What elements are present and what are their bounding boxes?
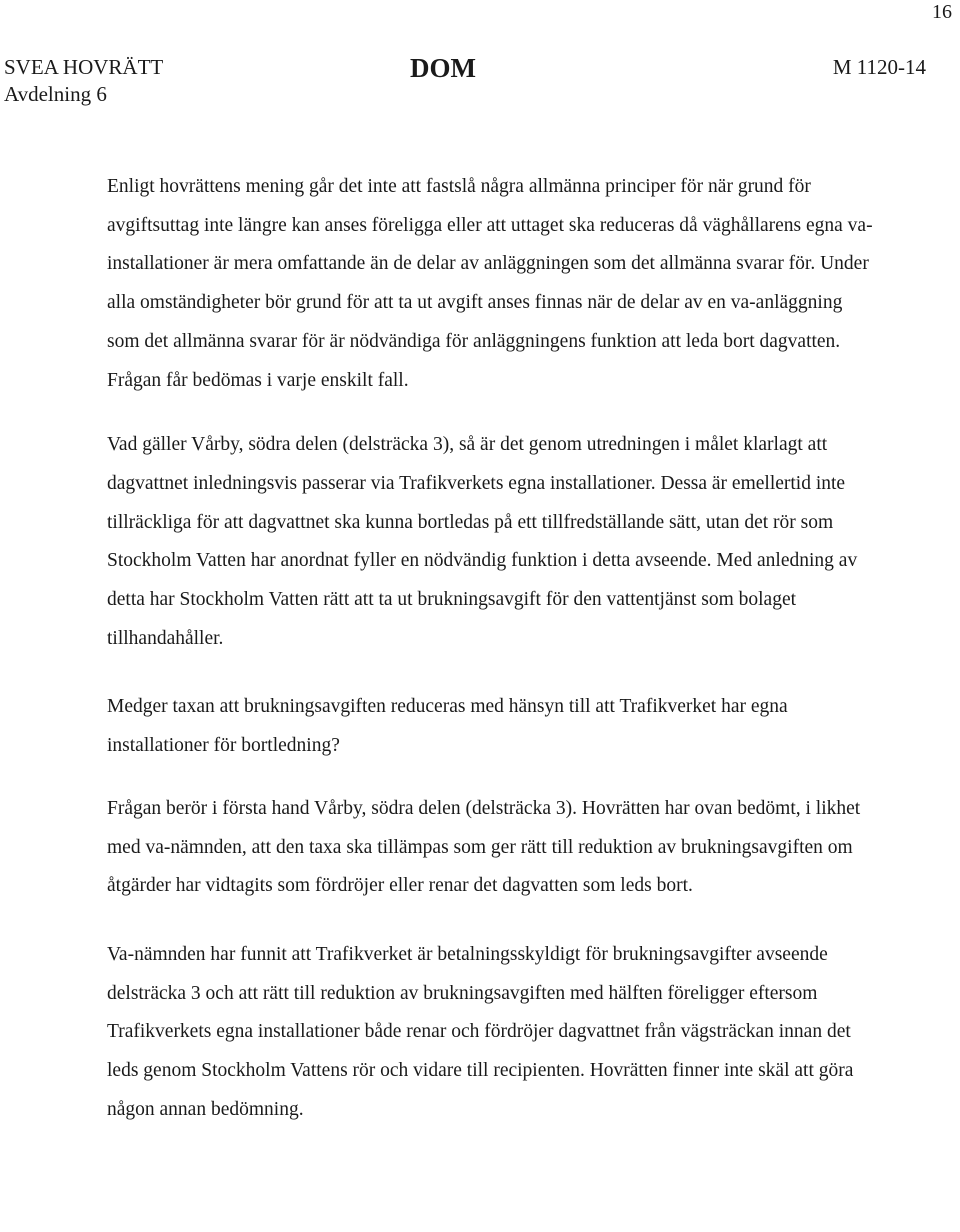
paragraph: Frågan berör i första hand Vårby, södra delen (delsträcka 3). Hovrätten har ovan bedömt, i likhet med va-nämnden, att den taxa ska tillämpas som ger rätt till reduktion av brukningsavgiften om åtgärder har vidtagits som fördröjer eller renar det dagvatten som leds bort.: [107, 797, 861, 897]
case-number: M 1120-14: [832, 55, 926, 79]
question-paragraph: Medger taxan att brukningsavgiften reduceras med hänsyn till att Trafikverket har egna installationer för bortledning?: [107, 696, 788, 757]
page-number: 16: [932, 1, 952, 23]
document-body: [107, 168, 877, 1129]
paragraph: Enligt hovrättens mening går det inte att fastslå några allmänna principer för när grund för avgiftsuttag inte längre kan anses föreligga eller att uttaget ska reduceras då väghållarens egna va-installationer är mera omfattande än de delar av anläggningen som det allmänna svarar för. Under alla omständigheter bör grund för att ta ut avgift anses finnas när de delar av en va-anläggning som det allmänna svarar för är nödvändiga för anläggningens funktion att leda bort dagvatten. Frågan får bedömas i varje enskilt fall.: [107, 176, 873, 391]
paragraph: Va-nämnden har funnit att Trafikverket är betalningsskyldigt för brukningsavgifter avseende delsträcka 3 och att rätt till reduktion av brukningsavgiften med hälften föreligger eftersom Trafikverkets egna installationer både renar och fördröjer dagvattnet från vägsträckan innan det leds genom Stockholm Vattens rör och vidare till recipienten. Hovrätten finner inte skäl att göra någon annan bedömning.: [107, 943, 854, 1120]
court-division: Avdelning 6: [4, 82, 107, 106]
court-name: SVEA HOVRÄTT: [4, 55, 164, 79]
paragraph: Vad gäller Vårby, södra delen (delsträcka 3), så är det genom utredningen i målet klarlagt att dagvattnet inledningsvis passerar via Trafikverkets egna installationer. Dessa är emellertid inte tillräckliga för att dagvattnet ska kunna bortledas på ett tillfredställande sätt, utan det rör som Stockholm Vatten har anordnat fyller en nödvändig funktion i detta avseende. Med anledning av detta har Stockholm Vatten rätt att ta ut brukningsavgift för den vattentjänst som bolaget tillhandahåller.: [107, 434, 858, 649]
document-header: [4, 54, 926, 110]
document-type: DOM: [410, 53, 476, 83]
